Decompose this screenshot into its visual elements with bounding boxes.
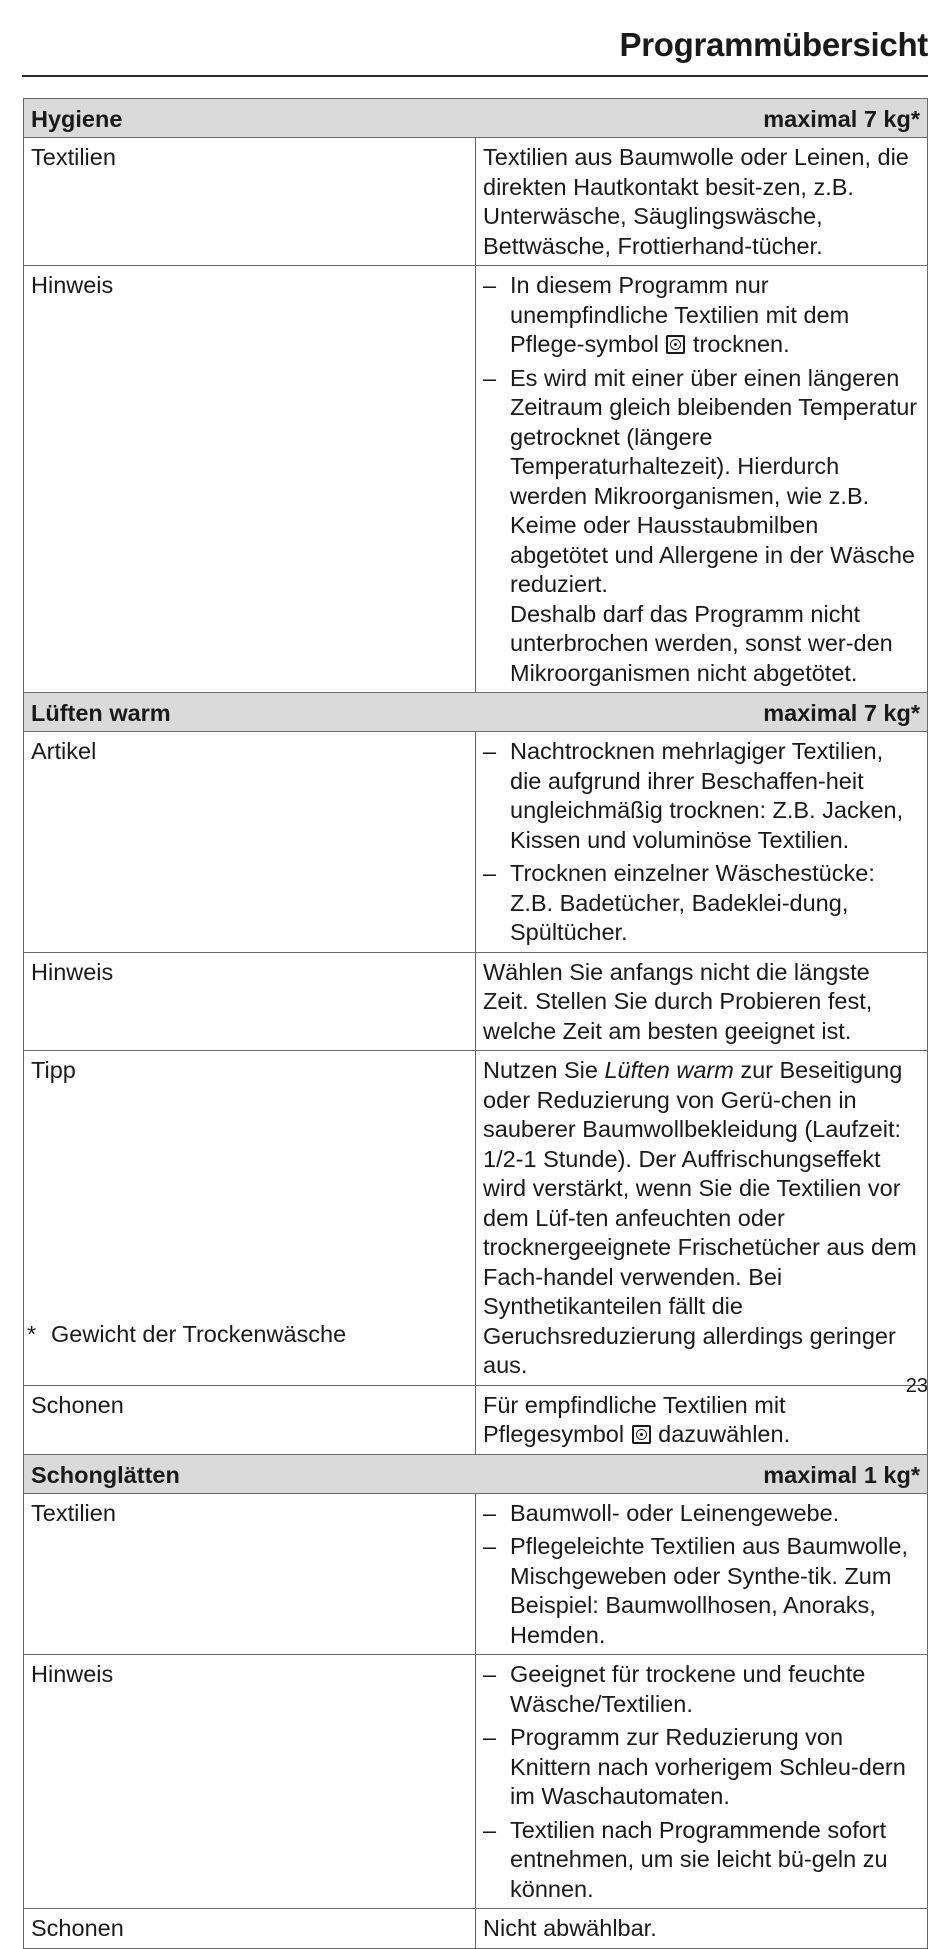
list-item: – Es wird mit einer über einen längeren Zeitraum gleich bleibenden Temperatur getrocknet (längere Temperaturhaltezeit). Hierdurch werden Mikroorganismen, wie z.B. Keime oder Hausstaubmilben abgetötet und Allergene in der Wäsche reduziert. Deshalb darf das Programm nicht unterbrochen werden, sonst wer-den Mikroorganismen nicht abgetötet. xyxy=(483,364,918,686)
row-label: Tipp xyxy=(24,1051,476,1386)
program-name-italic: Lüften warm xyxy=(604,1057,734,1083)
section-max-load: maximal 7 kg* xyxy=(763,106,920,132)
dash-list xyxy=(483,271,919,688)
page-number: 23 xyxy=(905,1375,928,1397)
list-item: – In diesem Programm nur unempfindliche Textilien mit dem Pflege-symbol trocknen. xyxy=(483,272,850,357)
row-content xyxy=(476,1493,928,1655)
row-label: Hinweis xyxy=(24,1655,476,1909)
table-row xyxy=(24,1655,928,1909)
page-title: Programmübersicht xyxy=(619,26,928,63)
list-item: – Trocknen einzelner Wäschestücke: Z.B. Badetücher, Badeklei-dung, Spültücher. xyxy=(483,860,875,945)
dash-bullet: – xyxy=(483,1816,497,1843)
row-content xyxy=(476,732,928,953)
row-label: Hinweis xyxy=(24,266,476,693)
section-name: Lüften warm xyxy=(31,700,171,726)
dash-bullet: – xyxy=(483,738,497,764)
table-row xyxy=(24,266,928,693)
dash-bullet: – xyxy=(483,1724,497,1750)
row-text: Nicht abwählbar. xyxy=(476,1909,928,1949)
section-header-schonglaetten xyxy=(24,1454,928,1493)
table-row xyxy=(24,952,928,1051)
list-item: – Pflegeleichte Textilien aus Baumwolle, Mischgeweben oder Synthe-tik. Zum Beispiel: Baumwollhosen, Anoraks, Hemden. xyxy=(483,1533,908,1648)
dash-list xyxy=(483,1499,919,1651)
row-label: Artikel xyxy=(24,732,476,953)
row-content xyxy=(476,1655,928,1909)
dash-bullet: – xyxy=(483,1499,497,1526)
row-label: Schonen xyxy=(24,1909,476,1949)
program-table xyxy=(23,98,928,1949)
row-text: Textilien aus Baumwolle oder Leinen, die direkten Hautkontakt besit-zen, z.B. Unterwäsche, Säuglingswäsche, Bettwäsche, Frottierhand-tücher. xyxy=(476,138,928,266)
footnote-star: * xyxy=(27,1321,37,1347)
dash-bullet: – xyxy=(483,1661,497,1687)
section-name: Schonglätten xyxy=(31,1461,180,1488)
row-label: Schonen xyxy=(24,1385,476,1454)
footnote-text: Gewicht der Trockenwäsche xyxy=(51,1321,347,1347)
row-content xyxy=(476,266,928,693)
table-row xyxy=(24,1493,928,1655)
table-row xyxy=(24,732,928,953)
section-header-hygiene xyxy=(24,99,928,138)
row-content: Für empfindliche Textilien mit Pflegesymbol dazuwählen. xyxy=(476,1385,928,1454)
list-item: – Nachtrocknen mehrlagiger Textilien, die aufgrund ihrer Beschaffen-heit ungleichmäßig trocknen: Z.B. Jacken, Kissen und voluminöse Textilien. xyxy=(483,738,904,853)
title-divider xyxy=(22,75,928,77)
footnote xyxy=(27,1321,346,1348)
care-symbol-icon xyxy=(632,1425,651,1444)
section-max-load: maximal 7 kg* xyxy=(763,700,920,726)
dash-bullet: – xyxy=(483,860,497,886)
list-item: – Textilien nach Programmende sofort entnehmen, um sie leicht bü-geln zu können. xyxy=(483,1816,888,1902)
section-header-lueften-warm xyxy=(24,693,928,732)
table-row xyxy=(24,1385,928,1454)
care-symbol-icon xyxy=(666,335,685,354)
row-label: Textilien xyxy=(24,138,476,266)
dash-list xyxy=(483,1660,919,1904)
row-label: Textilien xyxy=(24,1493,476,1655)
table-row xyxy=(24,138,928,266)
row-text: Wählen Sie anfangs nicht die längste Zeit. Stellen Sie durch Probieren fest, welche Zeit am besten geeignet ist. xyxy=(476,952,928,1051)
table-row xyxy=(24,1909,928,1949)
list-item: – Baumwoll- oder Leinengewebe. xyxy=(483,1499,919,1529)
dash-list xyxy=(483,737,919,948)
list-item: – Geeignet für trockene und feuchte Wäsche/Textilien. xyxy=(483,1661,866,1717)
row-content: Nutzen Sie Lüften warm zur Beseitigung oder Reduzierung von Gerü-chen in sauberer Baumwollbekleidung (Laufzeit: 1/2-1 Stunde). Der Auffrischungseffekt wird verstärkt, wenn Sie die Textilien vor dem Lüf-ten anfeuchten oder trocknergeeignete Frischetücher aus dem Fach-handel verwenden. Bei Synthetikanteilen fällt die Geruchsreduzierung allerdings geringer aus. xyxy=(476,1051,928,1386)
dash-bullet: – xyxy=(483,1533,497,1559)
section-max-load: maximal 1 kg* xyxy=(763,1461,920,1488)
dash-bullet: – xyxy=(483,364,497,391)
dash-bullet: – xyxy=(483,272,497,298)
section-name: Hygiene xyxy=(31,106,123,132)
row-label: Hinweis xyxy=(24,952,476,1051)
list-item: – Programm zur Reduzierung von Knittern nach vorherigem Schleu-dern im Waschautomaten. xyxy=(483,1724,906,1809)
